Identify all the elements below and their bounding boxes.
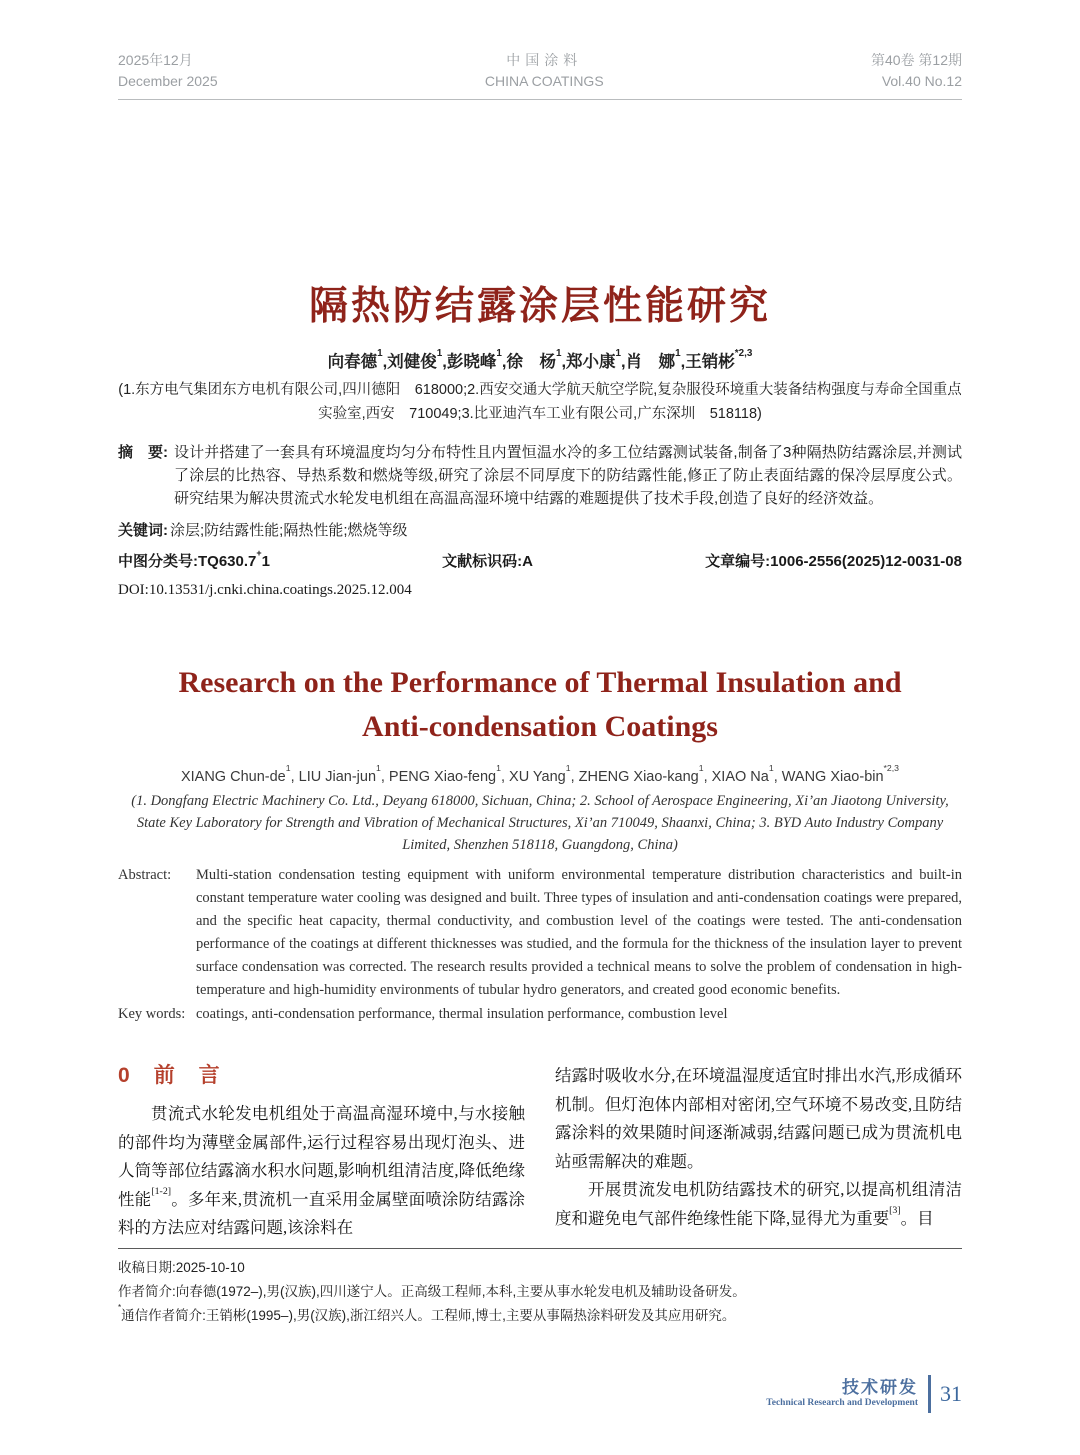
footnote-received-date: 收稿日期:2025-10-10 — [118, 1259, 245, 1275]
footer-section-zh: 技术研发 — [842, 1377, 918, 1397]
issue-en: Vol.40 No.12 — [881, 73, 962, 89]
header-date-cn: 2025年12月 — [118, 52, 193, 68]
body-paragraph: 开展贯流发电机防结露技术的研究,以提高机组清洁度和避免电气部件绝缘性能下降,显得尤为重要[3]。目 — [555, 1180, 962, 1228]
abstract-text-en: Multi-station condensation testing equipment with uniform environmental temperature distribution characteristics and built-in constant temperature water cooling was designed and built. Three types of insulation and anti-condensation coatings were prepared, and the specific heat capacity, thermal conductivity, and combustion level of the coatings were tested. The anti-condensation performance of the coatings at different thicknesses was studied, and the formula for the thickness of the insulation layer to prevent surface condensation was corrected. The research results provided a technical means to solve the problem of condensation in high-temperature and high-humidity environments of tubular hydro generators, and created good economic benefits. — [196, 867, 962, 998]
journal-name-cn: 中国涂料 — [506, 52, 583, 68]
header-date — [118, 50, 218, 92]
keywords-label-cn: 关键词: — [118, 522, 168, 539]
body-paragraph: 贯流式水轮发电机组处于高温高湿环境中,与水接触的部件均为薄壁金属部件,运行过程容易出现灯泡头、进人筒等部位结露滴水积水问题,影响机组清洁度,降低绝缘性能[1-2]。多年来,贯流机一直采用金属壁面喷涂防结露涂料的方法应对结露问题,该涂料在 — [118, 1104, 526, 1237]
section-0-heading — [118, 1062, 525, 1090]
document-code: 文献标识码:A — [442, 553, 533, 570]
body-right-column — [555, 1062, 962, 1243]
keywords-cn — [118, 519, 962, 540]
abstract-en — [118, 864, 962, 1002]
affiliations-en: (1. Dongfang Electric Machinery Co. Ltd., Deyang 618000, Sichuan, China; 2. School of Aerospace Engineering, Xi’an Jiaotong University, State Key Laboratory for Strength and Vibration of Mechanical Structures, Xi’an 710049, Shaanxi, China; 3. BYD Auto Industry Company Limited, Shenzhen 518118, Guangdong, China) — [131, 793, 949, 853]
body-columns — [118, 1062, 962, 1243]
footer-section-name — [766, 1379, 918, 1410]
keywords-en — [118, 1003, 962, 1026]
keywords-text-en: coatings, anti-condensation performance, thermal insulation performance, combustion level — [196, 1006, 728, 1022]
keywords-label-en: Key words: — [118, 1006, 186, 1022]
page-footer — [766, 1375, 962, 1413]
section-0-title: 前言 — [153, 1064, 244, 1087]
doi: DOI:10.13531/j.cnki.china.coatings.2025.12.004 — [118, 582, 412, 598]
article-title-en — [118, 661, 962, 749]
abstract-label-cn: 摘 要: — [118, 444, 168, 461]
footnote-corresponding-author: *通信作者简介:王销彬(1995–),男(汉族),浙江绍兴人。工程师,博士,主要从事隔热涂料研发及其应用研究。 — [118, 1303, 736, 1323]
article-title-cn: 隔热防结露涂层性能研究 — [308, 285, 771, 328]
article-id: 文章编号:1006-2556(2025)12-0031-08 — [705, 553, 962, 570]
article-title-en-line1: Research on the Performance of Thermal Insulation and — [178, 666, 902, 699]
body-paragraph: 结露时吸收水分,在环境温湿度适宜时排出水汽,形成循环机制。但灯泡体内部相对密闭,空气环境不易改变,且防结露涂料的效果随时间逐渐减弱,结露问题已成为贯流机电站亟需解决的难题。 — [555, 1066, 962, 1171]
affiliations-cn: (1.东方电气集团东方电机有限公司,四川德阳 618000;2.西安交通大学航天航空学院,复杂服役环境重大装备结构强度与寿命全国重点实验室,西安 710049;3.比亚迪汽车工业有限公司,广东深圳 518118) — [118, 382, 962, 422]
authors-cn: 向春德$^1$,刘健俊$^1$,彭晓峰$^1$,徐 杨$^1$,郑小康$^1$,肖 娜$^1$,王销彬$^{*2,3}$ — [327, 348, 753, 371]
footnotes — [118, 1248, 962, 1328]
clc-number: 中图分类号:TQ630.7+1 — [118, 547, 270, 570]
footer-divider — [928, 1375, 931, 1413]
section-0-number: 0 — [118, 1064, 130, 1087]
footer-section-en: Technical Research and Development — [766, 1397, 918, 1408]
body-left-column — [118, 1062, 525, 1243]
journal-name-en: CHINA COATINGS — [484, 73, 604, 89]
abstract-label-en: Abstract: — [118, 867, 172, 883]
header-issue — [871, 50, 962, 92]
abstract-text-cn: 设计并搭建了一套具有环境温度均匀分布特性且内置恒温水冷的多工位结露测试装备,制备了3种隔热防结露涂层,并测试了涂层的比热容、导热系数和燃烧等级,研究了涂层不同厚度下的防结露性能,修正了防止表面结露的保冷层厚度公式。研究结果为解决贯流式水轮发电机组在高温高湿环境中结露的难题提供了技术手段,创造了良好的经济效益。 — [174, 444, 962, 507]
journal-header — [118, 50, 962, 100]
abstract-cn — [118, 441, 962, 510]
authors-en: XIANG Chun-$de^1$, LIU Jian-jun$^1$, PENG Xiao-feng$^1$, XU Yang$^1$, ZHENG Xiao-kang$^1$, XIAO Na$^1$, WANG Xiao-bin$^{*2,3}$ — [180, 763, 900, 785]
header-journal-name — [485, 50, 604, 92]
footnote-author-bio: 作者简介:向春德(1972–),男(汉族),四川遂宁人。正高级工程师,本科,主要从事水轮发电机及辅助设备研发。 — [118, 1283, 746, 1299]
classification-row — [118, 547, 962, 571]
page-number: 31 — [940, 1381, 962, 1406]
issue-cn: 第40卷 第12期 — [870, 52, 962, 68]
keywords-text-cn: 涂层;防结露性能;隔热性能;燃烧等级 — [170, 522, 408, 539]
article-title-en-line2: Anti-condensation Coatings — [362, 710, 718, 743]
header-date-en: December 2025 — [118, 73, 218, 89]
